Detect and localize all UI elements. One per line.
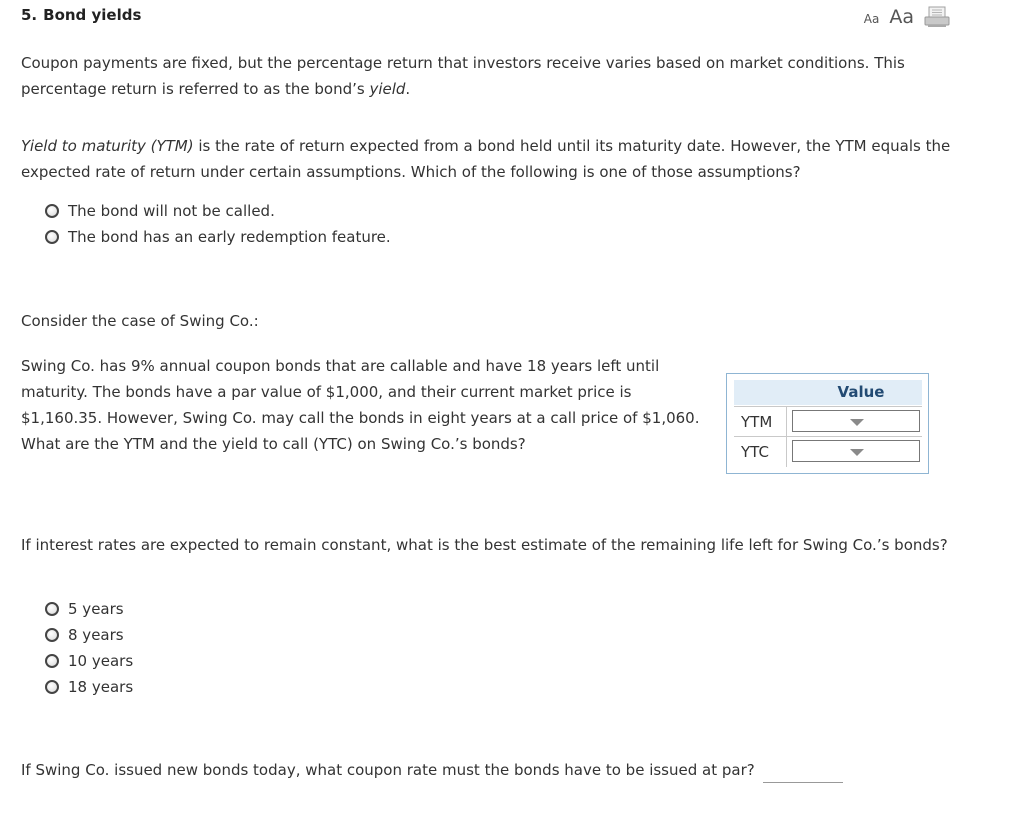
toolbar [864,6,950,28]
row-divider [786,407,787,437]
case-intro: Consider the case of Swing Co.: [21,312,259,330]
ytm-select[interactable] [792,410,920,432]
life-option-5-years[interactable] [45,596,133,622]
decrease-font-button[interactable]: Aa [863,12,880,26]
life-option-18-years[interactable] [45,674,133,700]
print-icon[interactable] [924,6,950,28]
chevron-down-icon [850,449,864,456]
intro-text: Coupon payments are fixed, but the percentage return that investors receive varies based on market conditions. This percentage return is referred to as the bond’s [21,54,905,98]
radio-button[interactable] [45,680,59,694]
value-row-ytm [734,406,922,437]
question-title [21,6,141,24]
life-option-label: 18 years [68,678,134,696]
radio-button[interactable] [45,230,59,244]
ytm-assumption-options [45,198,391,250]
chevron-down-icon [850,419,864,426]
question-number: 5. [21,6,38,24]
radio-button[interactable] [45,204,59,218]
ytm-term: Yield to maturity (YTM) [21,137,194,155]
ytm-question-text: is the rate of return expected from a bond held until its maturity date. However, the YTM equals the expected rate of return under certain assumptions. Which of the following is one of those assumptions? [21,137,951,181]
row-divider [786,437,787,467]
life-option-label: 10 years [68,652,134,670]
ytm-option-label: The bond will not be called. [68,202,275,220]
case-description: Swing Co. has 9% annual coupon bonds that are callable and have 18 years left until maturity. The bonds have a par value of $1,000, and their current market price is $1,160.35. However, Swing Co. may call the bonds in eight years at a call price of $1,060. What are the YTM and the yield to call (YTC) on Swing Co.’s bonds? [21,357,700,453]
life-option-label: 5 years [68,600,124,618]
value-row-ytc [734,436,922,467]
intro-period: . [405,80,411,98]
life-option-8-years[interactable] [45,622,133,648]
coupon-question-text: If Swing Co. issued new bonds today, what coupon rate must the bonds have to be issued at par? [21,761,755,779]
intro-paragraph [21,50,956,102]
radio-button[interactable] [45,654,59,668]
question-title-text: Bond yields [43,6,142,24]
value-column-header: Value [837,383,885,401]
ytm-option-label: The bond has an early redemption feature. [68,228,391,246]
ytc-select[interactable] [792,440,920,462]
row-label-ytm: YTM [741,413,773,431]
yield-term: yield [369,80,406,98]
radio-button[interactable] [45,602,59,616]
radio-button[interactable] [45,628,59,642]
ytm-option-early-redemption[interactable] [45,224,391,250]
value-table-header [734,380,922,405]
coupon-rate-answer-blank[interactable] [763,764,843,783]
remaining-life-options [45,596,133,700]
life-option-10-years[interactable] [45,648,133,674]
coupon-question-paragraph [21,757,956,783]
row-label-ytc: YTC [741,443,769,461]
life-option-label: 8 years [68,626,124,644]
value-table [726,373,929,474]
ytm-option-not-called[interactable] [45,198,391,224]
increase-font-button[interactable]: Aa [889,6,914,28]
life-question: If interest rates are expected to remain constant, what is the best estimate of the remaining life left for Swing Co.’s bonds? [21,536,948,554]
ytm-question-paragraph [21,133,956,185]
